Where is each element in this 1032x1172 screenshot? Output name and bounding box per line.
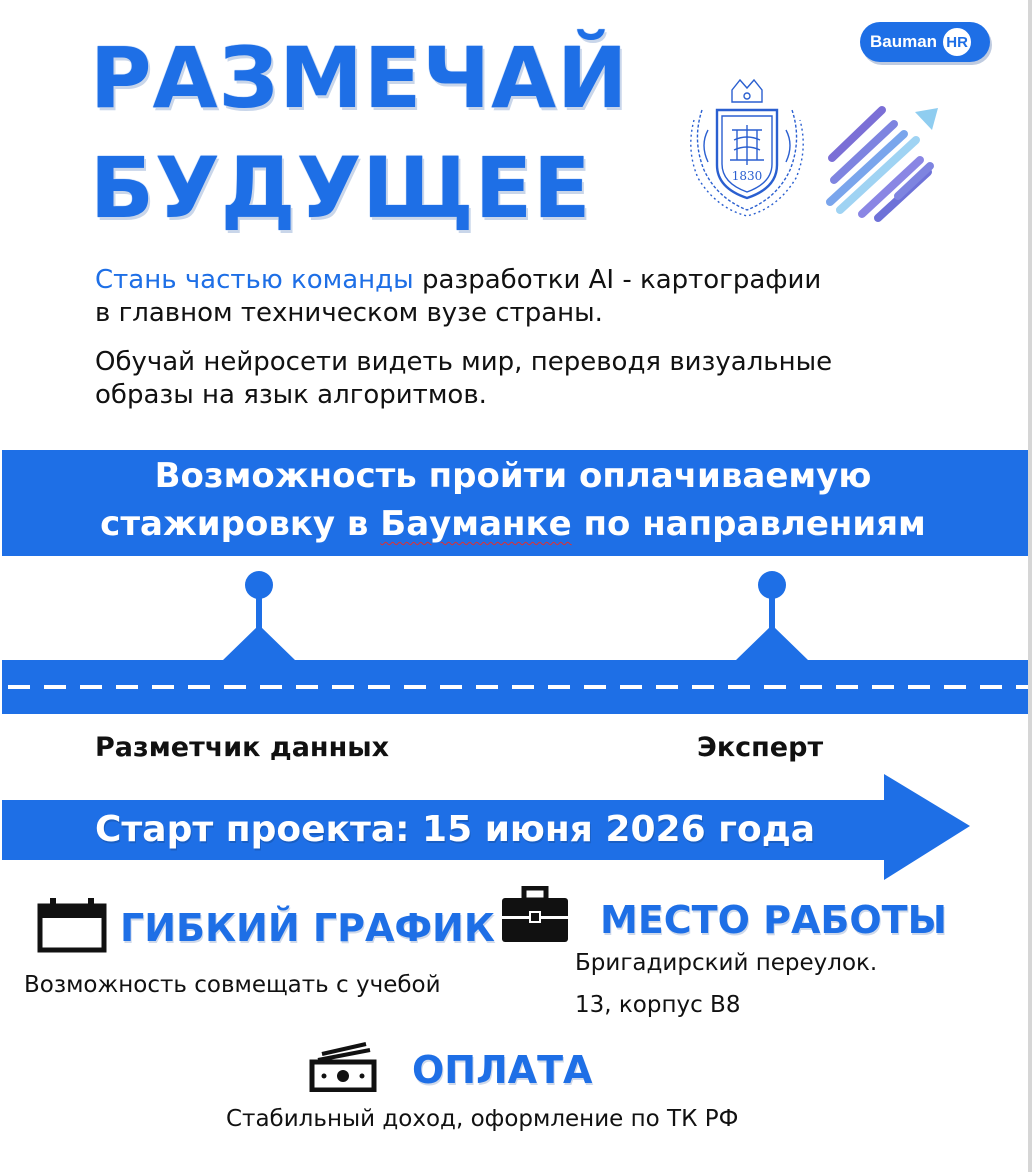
crest-year: 1830 xyxy=(731,169,763,183)
intro-p2-line1: Обучай нейросети видеть мир, переводя визуальные xyxy=(95,347,833,377)
career-road xyxy=(0,565,1032,725)
milestone-pin-2 xyxy=(735,571,809,661)
banner-bauman-word: Бауманке xyxy=(380,504,572,544)
logo-badge: HR xyxy=(941,26,973,58)
calendar-icon xyxy=(36,896,108,954)
payment-text: Стабильный доход, оформление по ТК РФ xyxy=(226,1106,739,1132)
logo-word: Bauman xyxy=(870,32,938,51)
workplace-title: МЕСТО РАБОТЫ xyxy=(600,898,947,942)
intro-paragraph-1 xyxy=(95,264,975,330)
money-icon xyxy=(308,1040,378,1092)
intro-p2-line2: образы на язык алгоритмов. xyxy=(95,380,487,410)
banner-line-1: Возможность пройти оплачиваемую xyxy=(154,456,872,496)
intro-accent: Стань частью команды xyxy=(95,265,414,295)
intro-p1-line2: в главном техническом вузе страны. xyxy=(95,298,603,328)
workplace-address-line-2: 13, корпус В8 xyxy=(575,992,741,1018)
milestone-pin-1 xyxy=(222,571,296,661)
briefcase-icon xyxy=(500,886,570,944)
headline-line-1: РАЗМЕЧАЙ xyxy=(90,29,629,127)
growth-arrow-icon xyxy=(820,100,950,225)
schedule-text: Возможность совмещать с учебой xyxy=(24,972,441,998)
intro-paragraph-2 xyxy=(95,346,975,412)
role-data-annotator: Разметчик данных xyxy=(95,732,390,763)
intro-p1-rest: разработки AI - картографии xyxy=(413,265,822,295)
banner-line-2-before: стажировку в xyxy=(100,504,381,544)
banner-line-2-after: по направлениям xyxy=(571,504,926,544)
schedule-title: ГИБКИЙ ГРАФИК xyxy=(120,906,495,950)
headline-line-2: БУДУЩЕЕ xyxy=(90,139,592,237)
university-crest xyxy=(682,70,812,220)
banner-line-2 xyxy=(0,500,1026,548)
payment-title: ОПЛАТА xyxy=(412,1048,593,1092)
bauman-hr-logo xyxy=(860,22,990,62)
project-start-text: Старт проекта: 15 июня 2026 года xyxy=(95,809,816,850)
workplace-address-line-1: Бригадирский переулок. xyxy=(575,950,878,976)
role-expert: Эксперт xyxy=(697,732,824,763)
